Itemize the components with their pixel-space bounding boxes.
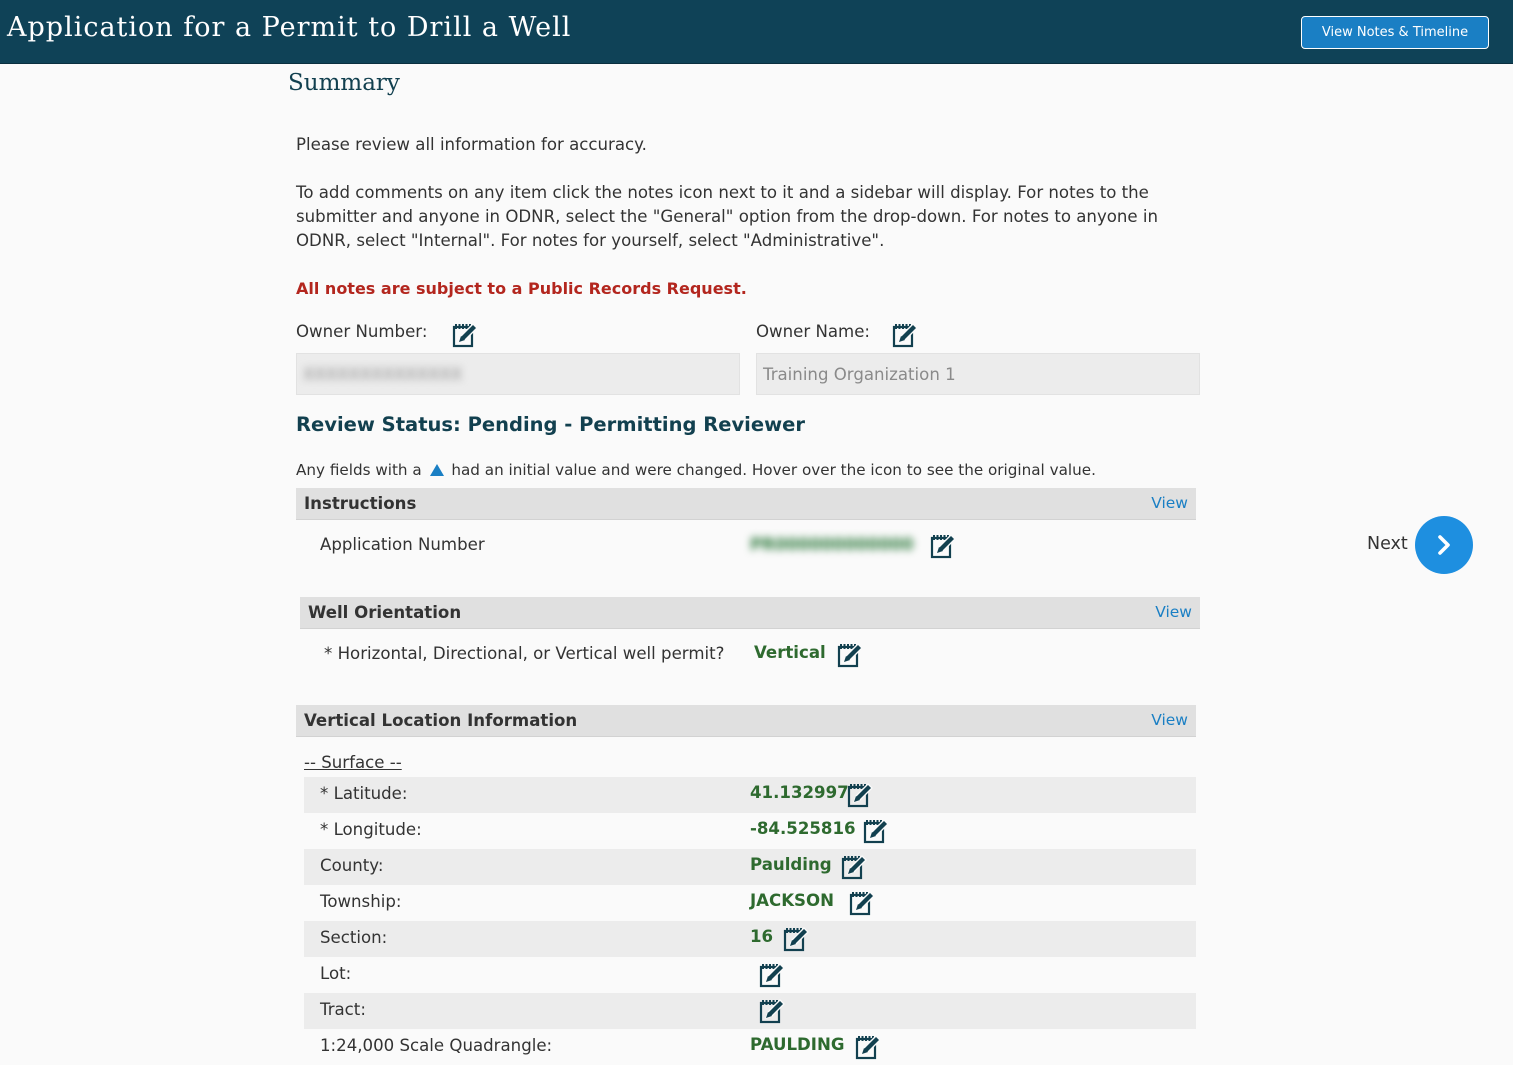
intro-paragraph-notes: To add comments on any item click the notes icon next to it and a sidebar will display. For notes to the submitter and anyone in ODNR, select the "General" option from the drop-down. For notes to anyone in ODNR, select "Internal". For notes for yourself, select "Administrative".	[296, 183, 1159, 250]
edit-note-icon[interactable]	[847, 782, 873, 808]
view-link-instructions[interactable]: View	[1151, 494, 1188, 512]
view-link-well-orientation[interactable]: View	[1155, 603, 1192, 621]
view-link-vertical-location[interactable]: View	[1151, 711, 1188, 729]
owner-name-field	[756, 353, 1200, 395]
hint-text-before: Any fields with a	[296, 461, 422, 479]
section-title-vertical-location: Vertical Location Information	[304, 711, 578, 730]
owner-number-value: XXXXXXXXXXXXXX	[303, 364, 463, 384]
well-permit-type-value: Vertical	[754, 643, 826, 662]
table-row	[304, 885, 1196, 921]
section-label: Section:	[320, 928, 388, 947]
table-row	[304, 993, 1196, 1029]
owner-name-label: Owner Name:	[756, 322, 871, 341]
edit-note-icon[interactable]	[855, 1034, 881, 1060]
edit-note-icon[interactable]	[863, 818, 889, 844]
table-row	[304, 813, 1196, 849]
well-permit-type-label: * Horizontal, Directional, or Vertical well permit?	[324, 644, 725, 663]
app-header	[0, 0, 1513, 64]
owner-name-value: Training Organization 1	[763, 364, 956, 384]
tract-label: Tract:	[320, 1000, 366, 1019]
edit-note-icon[interactable]	[849, 890, 875, 916]
lot-label: Lot:	[320, 964, 352, 983]
county-label: County:	[320, 856, 384, 875]
quadrangle-label: 1:24,000 Scale Quadrangle:	[320, 1036, 553, 1055]
section-title-well-orientation: Well Orientation	[308, 603, 462, 622]
edit-note-icon[interactable]	[841, 854, 867, 880]
surface-heading: -- Surface --	[304, 753, 402, 772]
edit-note-icon[interactable]	[892, 322, 918, 348]
hint-text-after: had an initial value and were changed. Hover over the icon to see the original value.	[451, 461, 1096, 479]
intro-text	[296, 133, 1201, 277]
chevron-right-icon	[1432, 533, 1456, 557]
longitude-label: * Longitude:	[320, 820, 422, 839]
app-title: Application for a Permit to Drill a Well	[7, 12, 572, 43]
public-records-warning: All notes are subject to a Public Records Request.	[296, 279, 747, 298]
edit-note-icon[interactable]	[783, 926, 809, 952]
section-value: 16	[750, 927, 774, 946]
table-row	[304, 921, 1196, 957]
table-row	[304, 849, 1196, 885]
review-status: Review Status: Pending - Permitting Reviewer	[296, 413, 805, 436]
section-header-instructions	[296, 488, 1196, 520]
edit-note-icon[interactable]	[759, 998, 785, 1024]
table-row	[304, 777, 1196, 813]
application-number-text: PR000000000000	[750, 535, 914, 554]
township-label: Township:	[320, 892, 402, 911]
page-title: Summary	[288, 70, 400, 96]
next-label[interactable]: Next	[1367, 534, 1408, 554]
application-number-value	[750, 535, 914, 554]
owner-number-field	[296, 353, 740, 395]
triangle-up-icon	[430, 464, 444, 476]
section-title-instructions: Instructions	[304, 494, 417, 513]
edit-note-icon[interactable]	[759, 962, 785, 988]
county-value: Paulding	[750, 855, 832, 874]
latitude-label: * Latitude:	[320, 784, 408, 803]
edit-note-icon[interactable]	[837, 642, 863, 668]
latitude-value: 41.132997	[750, 783, 849, 802]
quadrangle-value: PAULDING	[750, 1035, 845, 1054]
owner-number-label: Owner Number:	[296, 322, 428, 341]
next-button[interactable]	[1415, 516, 1473, 574]
section-header-vertical-location	[296, 705, 1196, 737]
view-notes-timeline-button[interactable]: View Notes & Timeline	[1301, 16, 1489, 49]
changed-fields-hint	[296, 461, 1096, 479]
longitude-value: -84.525816	[750, 819, 856, 838]
section-header-well-orientation	[300, 597, 1200, 629]
intro-paragraph-review: Please review all information for accuracy.	[296, 135, 647, 154]
application-number-label: Application Number	[320, 535, 485, 554]
edit-note-icon[interactable]	[452, 322, 478, 348]
edit-note-icon[interactable]	[930, 533, 956, 559]
table-row	[304, 957, 1196, 993]
township-value: JACKSON	[750, 891, 834, 910]
table-row	[304, 1029, 1196, 1065]
